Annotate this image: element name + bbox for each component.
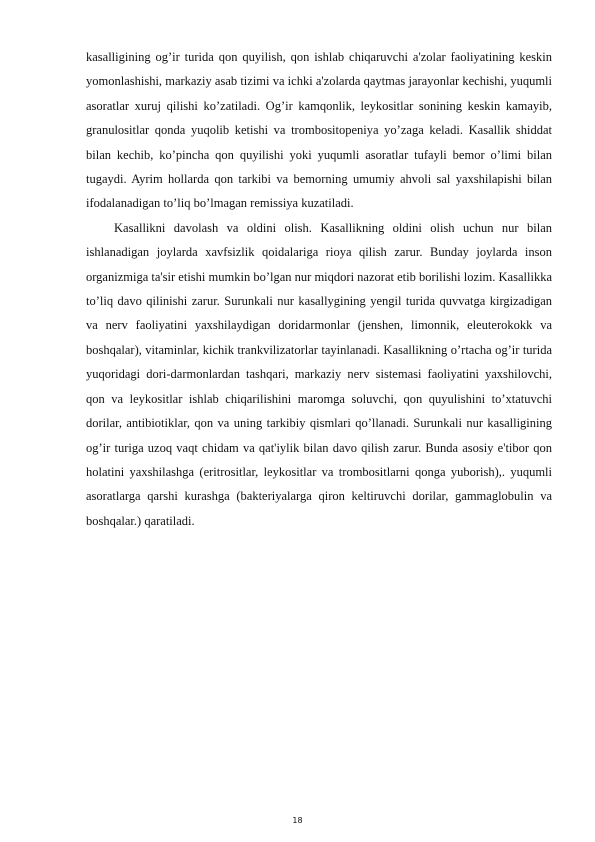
page-number: 18 [292,816,303,825]
paragraph-1: kasalligining og’ir turida qon quyilish, qon ishlab chiqaruvchi a'zolar faoliyatining keskin yomonlashishi, markaziy asab tizimi va ichki a'zolarda qaytmas jarayonlar kechishi, yuqumli asoratlar xuruj qilishi ko’zatiladi. Og’ir kamqonlik, leykositlar sonining keskin kamayib, granulositlar qonda yuqolib ketishi va trombositopeniya yo’zaga keladi. Kasallik shiddat bilan kechib, ko’pincha qon quyilishi yoki yuqumli asoratlar tufayli bemor o’limi bilan tugaydi. Ayrim hollarda qon tarkibi va bemorning umumiy ahvoli sal yaxshilapishi bilan ifodalanadigan to’liq bo’lmagan remissiya kuzatiladi. [86,50,552,211]
body-text [86,45,552,533]
paragraph-2: Kasallikni davolash va oldini olish. Kasallikning oldini olish uchun nur bilan ishlanadigan joylarda xavfsizlik qoidalariga rioya qilish zarur. Bunday joylarda inson organizmiga ta'sir etishi mumkin bo’lgan nur miqdori nazorat etib borilishi lozim. Kasallikka to’liq davo qilinishi zarur. Surunkali nur kasallygining yengil turida quvvatga kirgizadigan va nerv faoliyatini yaxshilaydigan doridarmonlar (jenshen, limonnik, eleuterokokk va boshqalar), vitaminlar, kichik trankvilizatorlar tayinlanadi. Kasallikning o’rtacha og’ir turida yuqoridagi dori-darmonlardan tashqari, markaziy nerv sistemasi faoliyatini yaxshilovchi, qon va leykositlar ishlab chiqarilishini maromga soluvchi, qon quyulishini to’xtatuvchi dorilar, antibiotiklar, qon va uning tarkibiy qismlari qo’llanadi. Surunkali nur kasalligining og’ir turiga uzoq vaqt chidam va qat'iylik bilan davo qilish zarur. Bunda asosiy e'tibor qon holatini yaxshilashga (eritrositlar, leykositlar va trombositlarni qonga yuborish),. yuqumli asoratlarga qarshi kurashga (bakteriyalarga qiron keltiruvchi dorilar, gammaglobulin va boshqalar.) qaratiladi. [86,220,552,528]
